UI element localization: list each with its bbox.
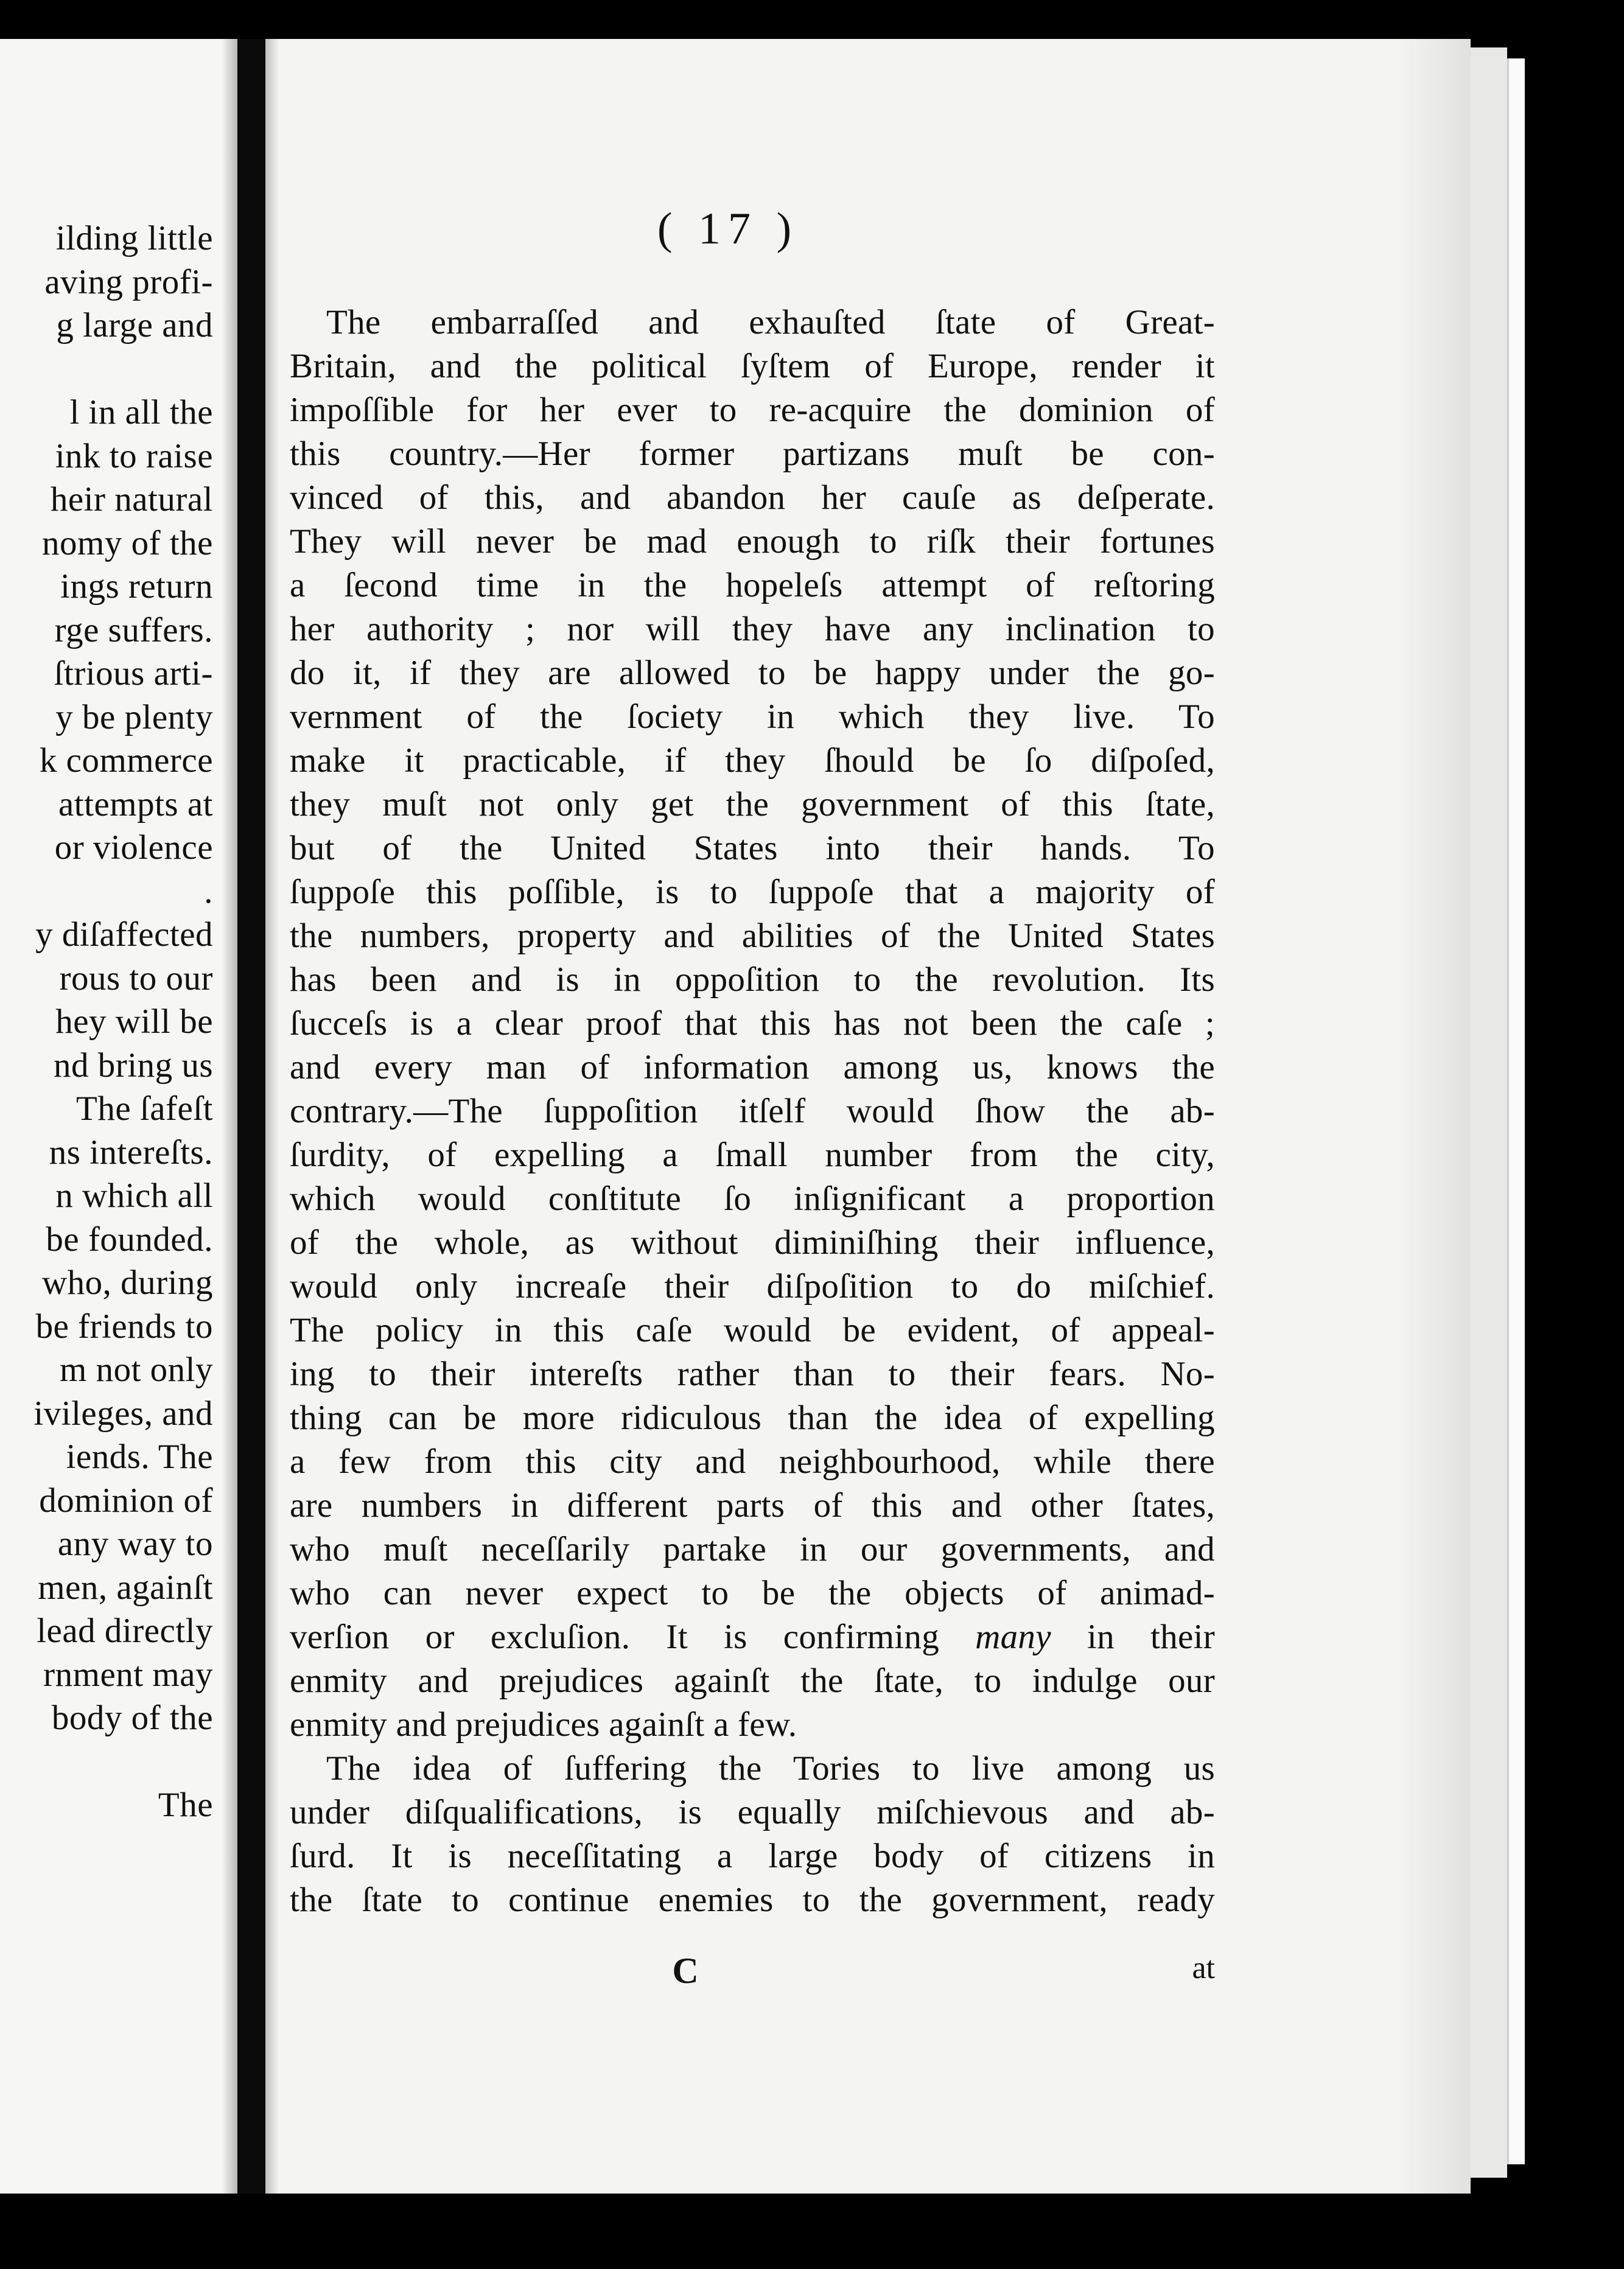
left-page-line: rous to our — [59, 959, 213, 998]
text-line: do it, if they are allowed to be happy under the go- — [290, 654, 1215, 692]
text-line: her authority ; nor will they have any inclination to — [290, 610, 1215, 648]
left-page-line: ink to raise — [55, 436, 213, 475]
right-page — [265, 39, 1471, 2194]
body-text — [290, 301, 1215, 1922]
left-page-line: be friends to — [35, 1307, 213, 1346]
page-footer — [290, 1950, 1215, 1999]
text-line: The idea of ſuffering the Tories to live among us — [326, 1749, 1215, 1788]
left-gutter-shadow — [222, 39, 237, 2194]
text-line: thing can be more ridiculous than the idea of expelling — [290, 1399, 1215, 1437]
left-page-line: nomy of the — [42, 523, 213, 562]
left-page-line: nd bring us — [54, 1046, 213, 1085]
text-line: vinced of this, and abandon her cauſe as deſperate. — [290, 478, 1215, 517]
text-line: the numbers, property and abilities of the United States — [290, 917, 1215, 955]
text-line: are numbers in different parts of this and other ſtates, — [290, 1486, 1215, 1525]
left-page-line: n which all — [55, 1176, 213, 1215]
left-page-line: ſtrious arti- — [54, 654, 213, 693]
text-line: ſucceſs is a clear proof that this has not been the caſe ; — [290, 1004, 1215, 1043]
left-page-line: dominion of — [39, 1481, 213, 1520]
signature-mark: C — [672, 1951, 699, 1991]
text-line: The embarraſſed and exhauſted ſtate of Great- — [326, 303, 1215, 341]
left-page-line: k commerce — [39, 741, 213, 780]
text-line: ing to their intereſts rather than to their fears. No- — [290, 1355, 1215, 1393]
text-line: contrary.—The ſuppoſition itſelf would ſhow the ab- — [290, 1092, 1215, 1130]
page-edge-outer — [1507, 58, 1525, 2164]
left-page-line: The ſafeſt — [76, 1089, 213, 1128]
emphasis: many — [975, 1618, 1051, 1656]
left-page-line: aving profi- — [44, 262, 213, 301]
left-page-line: ings return — [60, 567, 213, 606]
text-line: enmity and prejudices againſt the ſtate, to indulge our — [290, 1662, 1215, 1700]
text-line: but of the United States into their hands. To — [290, 829, 1215, 867]
page-edge-stack — [1471, 47, 1507, 2178]
left-page-text — [0, 39, 213, 2194]
text-line: who muſt neceſſarily partake in our governments, and — [290, 1530, 1215, 1568]
text-line: ſuppoſe this poſſible, is to ſuppoſe that a majority of — [290, 873, 1215, 911]
text-line: they muſt not only get the government of this ſtate, — [290, 785, 1215, 823]
text-line: who can never expect to be the objects of animad- — [290, 1574, 1215, 1612]
text-line: has been and is in oppoſition to the revolution. Its — [290, 960, 1215, 999]
text-line: which would conſtitute ſo inſignificant a proportion — [290, 1180, 1215, 1218]
left-page-line: l in all the — [69, 393, 213, 432]
book-gutter — [237, 39, 265, 2194]
text-line: enmity and prejudices againſt a few. — [290, 1705, 797, 1744]
left-page-line: m not only — [59, 1351, 213, 1389]
left-page-line: lead directly — [37, 1612, 213, 1650]
left-page-line: men, againſt — [38, 1568, 213, 1607]
text-line: a few from this city and neighbourhood, while there — [290, 1442, 1215, 1481]
left-page-line: y be plenty — [55, 697, 213, 736]
text-line: impoſſible for her ever to re-acquire the dominion of — [290, 391, 1215, 429]
left-page-line: rge suffers. — [54, 610, 213, 649]
left-page-line: y diſaffected — [35, 915, 213, 954]
text-line: ſurdity, of expelling a ſmall number from the city, — [290, 1136, 1215, 1174]
catchword: at — [1192, 1951, 1215, 1985]
left-page-line: g large and — [56, 306, 213, 344]
text-line: The policy in this caſe would be evident, of appeal- — [290, 1311, 1215, 1349]
text-line: make it practicable, if they ſhould be ſo diſpoſed, — [290, 741, 1215, 780]
left-page-line: or violence — [54, 828, 213, 867]
left-page-line: rnment may — [43, 1655, 213, 1694]
left-page-line: any way to — [57, 1525, 213, 1563]
text-line: would only increaſe their diſpoſition to do miſchief. — [290, 1267, 1215, 1306]
text-line: vernment of the ſociety in which they live. To — [290, 697, 1215, 736]
text-line: under diſqualifications, is equally miſchievous and ab- — [290, 1793, 1215, 1831]
text-line: verſion or excluſion. It is confirming many in their — [290, 1618, 1215, 1656]
left-page-line: ns intereſts. — [49, 1133, 213, 1172]
left-page-line: iends. The — [66, 1438, 213, 1476]
left-page-line: hey will be — [55, 1002, 213, 1041]
left-page-line: be founded. — [46, 1220, 213, 1259]
page-number: ( 17 ) — [657, 204, 799, 254]
left-page-line: body of the — [51, 1699, 213, 1737]
left-page-line: who, during — [42, 1264, 213, 1302]
page-edge-shade — [1398, 39, 1471, 2194]
text-line: and every man of information among us, knows the — [290, 1048, 1215, 1086]
text-line: ſurd. It is neceſſitating a large body of citizens in — [290, 1837, 1215, 1875]
right-gutter-shadow — [265, 39, 279, 2194]
left-page-line: . — [204, 872, 213, 911]
left-page-line: ivileges, and — [33, 1394, 213, 1433]
left-page — [0, 39, 237, 2194]
text-line: Britain, and the political ſyſtem of Europe, render it — [290, 347, 1215, 385]
left-page-line: attempts at — [58, 785, 213, 823]
text-line: a ſecond time in the hopeleſs attempt of reſtoring — [290, 566, 1215, 604]
text-line: of the whole, as without diminiſhing their influence, — [290, 1223, 1215, 1262]
left-page-line: ilding little — [55, 219, 213, 257]
left-page-line: heir natural — [50, 480, 213, 519]
left-page-line: The — [158, 1786, 213, 1824]
text-line: the ſtate to continue enemies to the government, ready — [290, 1881, 1215, 1919]
text-line: this country.—Her former partizans muſt be con- — [290, 435, 1215, 473]
text-line: They will never be mad enough to riſk their fortunes — [290, 522, 1215, 561]
